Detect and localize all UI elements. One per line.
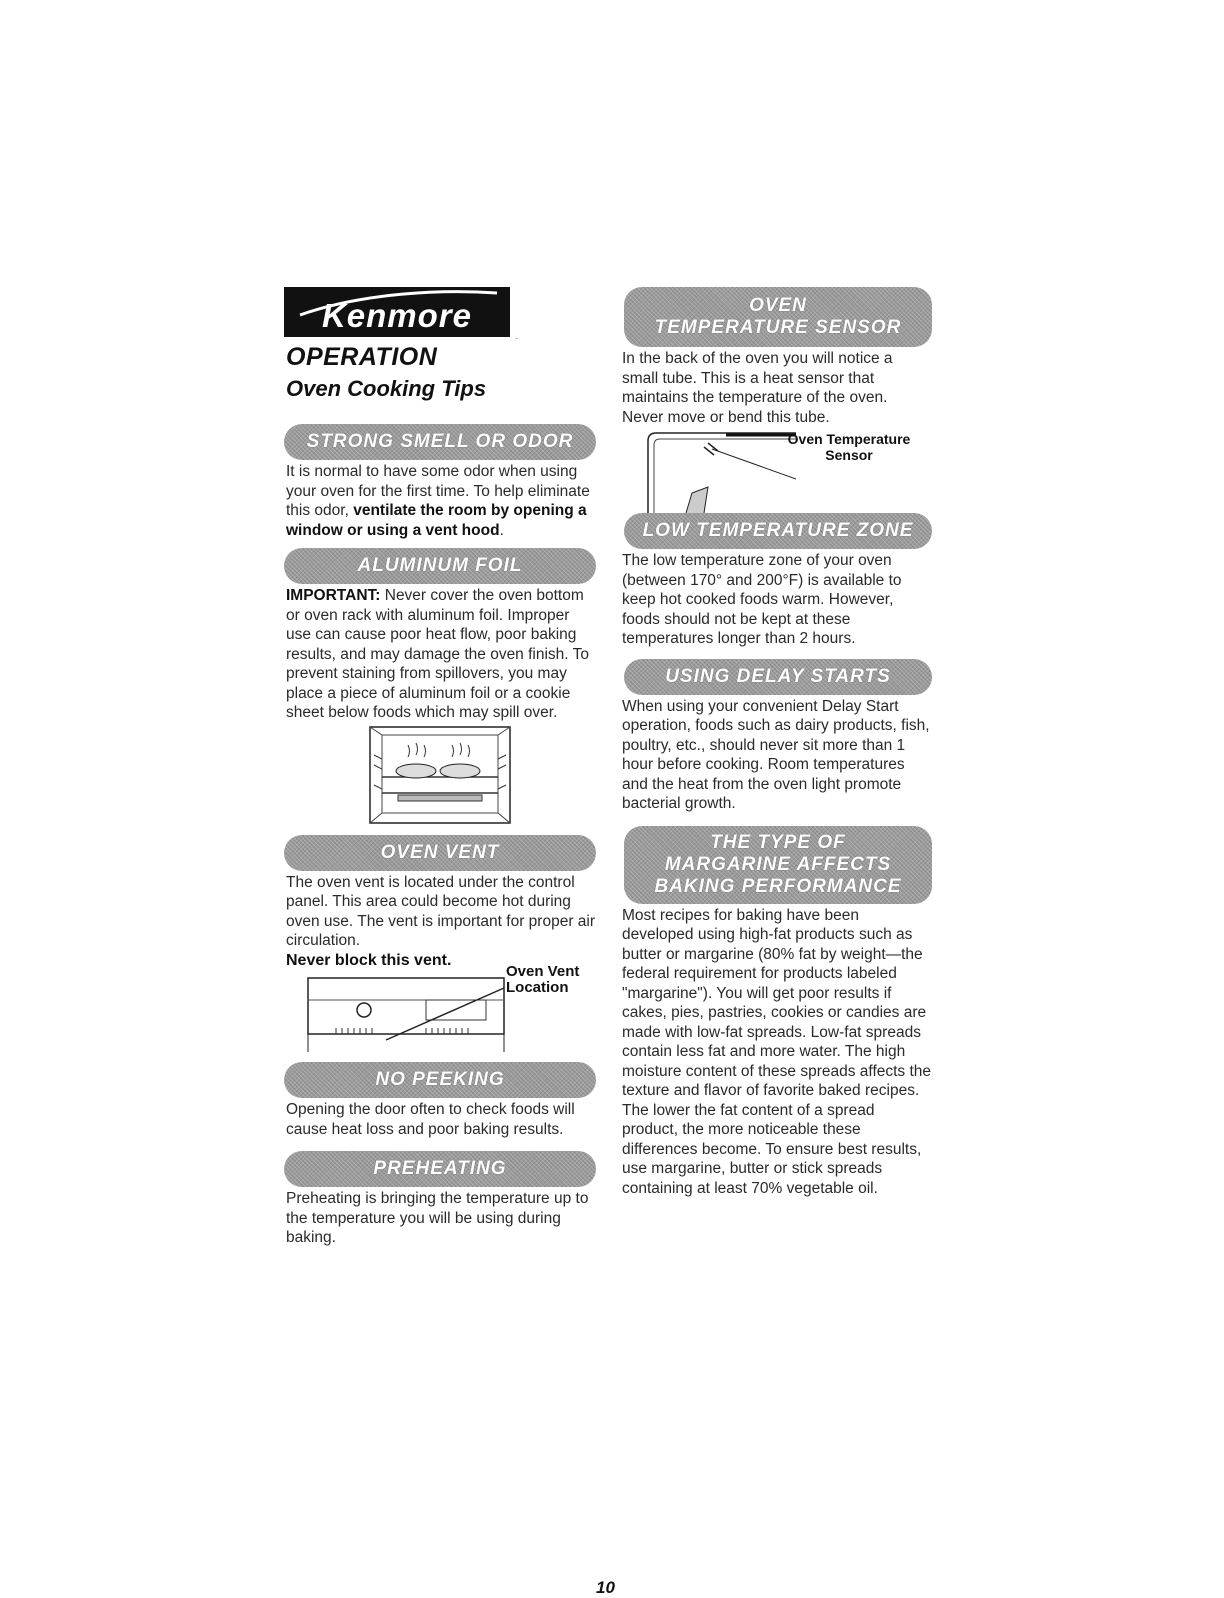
margarine-text: Most recipes for baking have been developed using high-fat products such as butter or margarine (80% fat by weight—the federal requirement for products labeled "margarine"). You will get poor results if cakes, pies, pastries, cookies or candies are made with low-fat spreads. Low-fat spreads contain less fat and more water. The high moisture content of these spreads affects the texture and flavor of favorite baked recipes. The lower the fat content of a spread product, the more noticeable these differences become. To ensure best results, use margarine, butter or stick spreads containing at least 70% vegetable oil. (622, 906, 932, 1197)
kenmore-logo: Kenmore . (284, 287, 510, 337)
subsection-title: Oven Cooking Tips (286, 376, 487, 401)
oven-vent-callout: Oven Vent Location (506, 963, 580, 996)
banner-margarine: THE TYPE OF MARGARINE AFFECTS BAKING PERFORMANCE (624, 826, 932, 904)
sensor-illustration (620, 427, 932, 509)
page-number: 10 (596, 1578, 615, 1597)
banner-aluminum-foil: ALUMINUM FOIL (284, 548, 596, 584)
right-column (620, 287, 932, 1198)
banner-low-temp-zone: LOW TEMPERATURE ZONE (624, 513, 932, 549)
banner-no-peeking: NO PEEKING (284, 1062, 596, 1098)
sensor-callout: Oven Temperature Sensor (787, 431, 911, 463)
banner-preheating: PREHEATING (284, 1151, 596, 1187)
logo-text: Kenmore (321, 297, 473, 334)
section-title: OPERATION (286, 343, 438, 371)
no-peeking-text: Opening the door often to check foods will cause heat loss and poor baking results. (286, 1101, 575, 1138)
sensor-text: In the back of the oven you will notice a small tube. This is a heat sensor that maintains the temperature of the oven. Never move or bend this tube. (622, 350, 893, 426)
oven-foil-illustration (368, 725, 596, 825)
banner-oven-vent: OVEN VENT (284, 835, 596, 871)
left-column (284, 287, 596, 1248)
swoosh-icon (292, 287, 502, 317)
oven-vent-illustration (284, 963, 596, 1054)
delay-starts-text: When using your convenient Delay Start operation, foods such as dairy products, fish, poultry, etc., should never sit more than 1 hour before cooking. Room temperatures and the heat from the oven light promote bacterial growth. (622, 697, 930, 812)
oven-vent-warning: Never block this vent. (286, 951, 452, 969)
strong-smell-text: It is normal to have some odor when using your oven for the first time. To help eliminate this odor, ventilate the room by opening a window or using a vent hood. (286, 463, 590, 539)
preheating-text: Preheating is bringing the temperature up to the temperature you will be using during baking. (286, 1190, 589, 1246)
aluminum-foil-text: IMPORTANT: Never cover the oven bottom or oven rack with aluminum foil. Improper use can cause poor heat flow, poor baking results, and may damage the oven finish. To prevent staining from spillovers, you may place a piece of aluminum foil or a cookie sheet below foods which may spill over. (286, 587, 589, 721)
oven-vent-text: The oven vent is located under the control panel. This area could become hot during oven use. The vent is important for proper air circulation. (286, 873, 596, 949)
banner-delay-starts: USING DELAY STARTS (624, 659, 932, 695)
banner-temperature-sensor: OVEN TEMPERATURE SENSOR (624, 287, 932, 347)
banner-strong-smell: STRONG SMELL OR ODOR (284, 424, 596, 460)
low-temp-text: The low temperature zone of your oven (between 170° and 200°F) is available to keep hot cooked foods warm. However, foods should not be kept at these temperatures longer than 2 hours. (622, 552, 902, 647)
